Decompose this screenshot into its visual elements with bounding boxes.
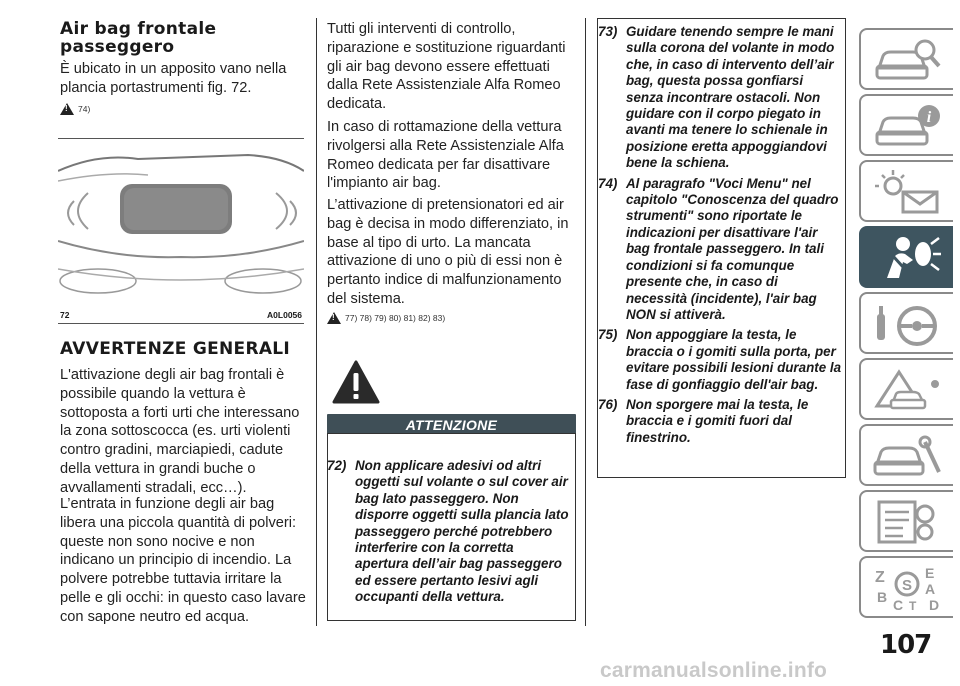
paragraph-airbag-location: È ubicato in un apposito vano nella plancia portastrumenti fig. 72. [60,61,287,96]
warning-item-75 [598,327,842,393]
warning-item-74 [598,176,842,324]
warning-triangle-icon [327,312,341,324]
right-warnings [598,24,842,450]
svg-text:i: i [926,109,932,126]
car-maintenance-icon [873,432,943,480]
tab-safety[interactable] [859,226,953,288]
index-letter: C [893,597,904,612]
large-warning-triangle-icon [332,360,380,404]
index-letter: B [877,589,888,605]
warning-item-text: Al paragrafo "Voci Menu" nel capitolo "Conoscenza del quadro strumenti" sono riportate le indicazioni per disattivare l'air bag frontale passeggero. In tali condizioni si fa comunque presente che, in caso di necessità (incidente), l'air bag NON si attiverà. [626,175,839,322]
warning-item-72 [327,458,570,610]
warning-item-number: 72) [327,458,347,473]
warning-reference [60,103,90,115]
tab-technical-data[interactable] [859,490,953,552]
tab-starting-driving[interactable] [859,292,953,354]
warning-item-number: 74) [598,175,618,191]
warning-item-number: 76) [598,396,618,412]
warning-triangle-icon [60,103,74,115]
index-letter: A [925,581,936,597]
tab-car-info[interactable] [859,94,953,156]
reference-numbers: 77) 78) 79) 80) 81) 82) 83) [345,313,446,323]
warning-title-bar: ATTENZIONE [327,414,576,434]
warning-item-73 [598,24,842,172]
figure-code: A0L0056 [267,310,302,320]
warning-item-76 [598,397,842,446]
warning-item-text: Non sporgere mai la testa, le braccia e i gomiti fuori dal finestrino. [626,396,809,445]
paragraph-pretensioners: L’attivazione di pretensionatori ed air bag è decisa in modo differenziato, in base al tipo di urto. La mancata attivazione di uno o più di essi non è pertanto indice di malfunzionamento del sistema. [327,197,569,307]
index-letter: D [929,597,940,612]
index-letter: E [925,565,935,581]
alphabetical-index-icon [873,564,943,612]
warning-item-number: 75) [598,327,618,343]
section-heading-airbag-passenger: Air bag frontale passeggero [60,19,217,57]
paragraph-airbag-activation: L'attivazione degli air bag frontali è possibile quando la vettura è sottoposta a forti urti che interessano la zona sottoscocca (es. urti violenti contro gradini, marciapiedi, cadute della vettura in grandi buche o avvallamenti stradali, ecc…). [60,367,300,496]
tab-index[interactable] [859,556,953,618]
tab-maintenance[interactable] [859,424,953,486]
reference-number: 74) [78,104,91,114]
tab-dashboard-lights[interactable] [859,160,953,222]
dashboard-lights-message-icon [873,168,943,216]
figure-number: 72 [60,310,70,320]
car-search-icon [873,36,943,84]
warning-references [327,312,445,324]
column-divider-2 [585,18,586,626]
dashboard-airbag-illustration [58,141,304,309]
index-letter: S [902,577,913,594]
warning-item-text: Guidare tenendo sempre le mani sulla corona del volante in modo che, in caso di intervento dell’air bag, questa possa gonfiarsi senza incontrare ostacoli. Non guidare con il corpo piegato in avanti ma tenere lo schienale in posizione eretta appoggiandovi bene la schiena. [626,24,835,171]
section-heading-general-warnings: AVVERTENZE GENERALI [60,339,291,359]
warning-item-text: Non applicare adesivi od altri oggetti sul volante o sul cover air bag lato passeggero. Non disporre oggetti sulla plancia lato passeggero perché potrebbero interferire con la corretta apertura dell’air bag passeggero ed essere pertanto lesivi agli occupanti della vettura. [355,458,569,605]
starting-driving-icon [873,300,943,348]
paragraph-airbag-powders: L’entrata in funzione degli air bag libera una piccola quantità di polveri: queste non sono nocive e non indicano un principio di incendio. La polvere potrebbe tuttavia irritare la pelle e gli occhi: in questo caso lavare con sapone neutro ed acqua. [60,496,306,625]
figure-72 [58,138,304,324]
index-letter: Z [875,569,885,586]
technical-data-icon [873,498,943,546]
column-divider-1 [316,18,317,626]
tab-emergency[interactable] [859,358,953,420]
car-info-icon [873,102,943,150]
index-letter: T [909,599,917,612]
warning-item-number: 73) [598,24,618,39]
watermark: carmanualsonline.info [600,659,828,682]
warning-item-text: Non appoggiare la testa, le braccia o i gomiti sulla porta, per evitare possibili lesioni durante la fase di gonfiaggio dell'air bag. [626,327,842,392]
emergency-car-icon [873,366,943,414]
tab-car-search[interactable] [859,28,953,90]
paragraph-scrapping: In caso di rottamazione della vettura rivolgersi alla Rete Assistenziale Alfa Romeo dedicata per far disattivare l'impianto air bag. [327,119,564,192]
seatbelt-airbag-icon [873,234,943,282]
paragraph-service-network: Tutti gli interventi di controllo, riparazione e sostituzione riguardanti gli air bag devono essere effettuati dalla Rete Assistenziale Alfa Romeo dedicata. [327,21,566,113]
page-number: 107 [880,630,932,660]
